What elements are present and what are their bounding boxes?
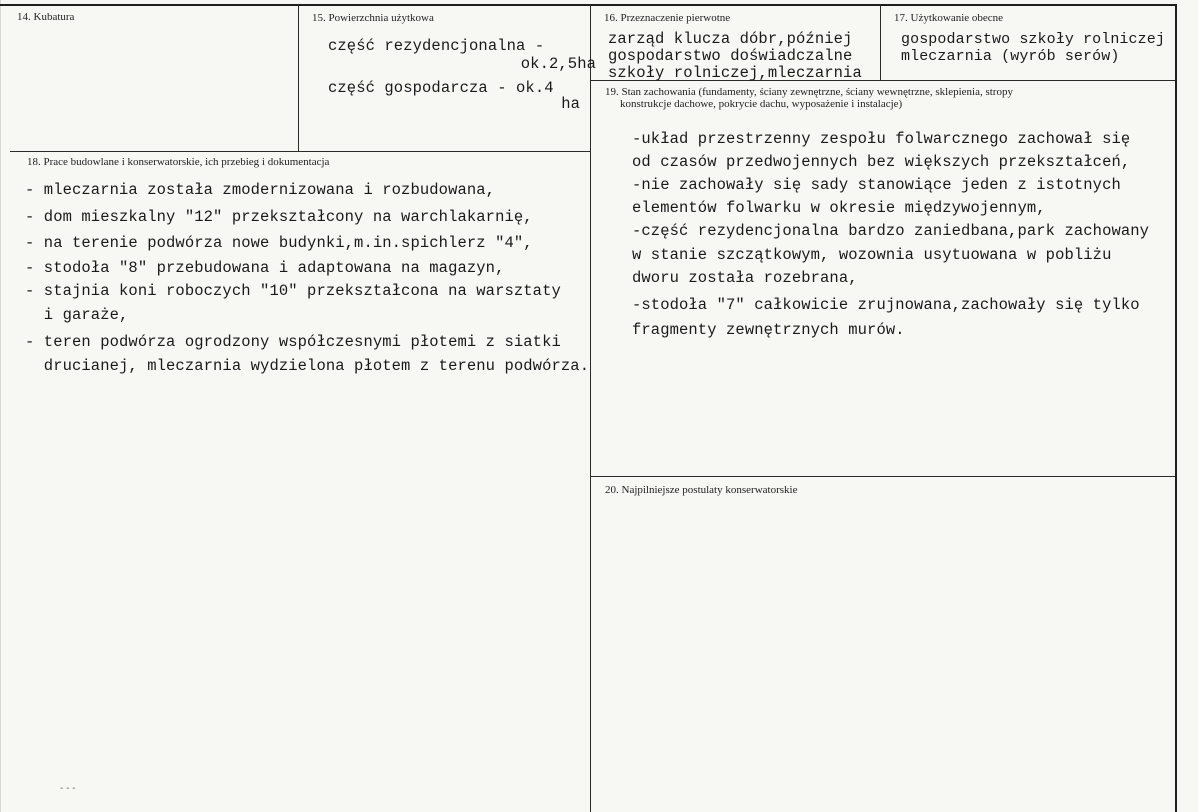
- divider-16-17: [880, 4, 881, 80]
- field-18-line-3: - na terenie podwórza nowe budynki,m.in.spichlerz "4",: [25, 234, 533, 252]
- scan-mark: - - -: [60, 783, 76, 794]
- field-19-line-6: w stanie szczątkowym, wozownia usytuowana w pobliżu: [632, 246, 1112, 264]
- field-18-line-5: - stajnia koni roboczych "10" przekształcona na warsztaty: [25, 282, 561, 300]
- row1-bottom-rule-left: [10, 151, 590, 152]
- field-16-line-1: zarząd klucza dóbr,później: [608, 30, 853, 48]
- field-18-line-1: - mleczarnia została zmodernizowana i rozbudowana,: [25, 181, 496, 199]
- field-19-line-1: -układ przestrzenny zespołu folwarcznego zachował się: [632, 130, 1131, 148]
- field-16-line-3: szkoły rolniczej,mleczarnia: [608, 64, 862, 82]
- row-19-bottom-rule: [590, 476, 1176, 477]
- field-18-line-7: - teren podwórza ogrodzony współczesnymi płotemi z siatki: [25, 333, 561, 351]
- field-18-label: 18. Prace budowlane i konserwatorskie, ich przebieg i dokumentacja: [27, 156, 330, 168]
- field-18-line-4: - stodoła "8" przebudowana i adaptowana na magazyn,: [25, 259, 505, 277]
- field-17-line-1: gospodarstwo szkoły rolniczej: [901, 31, 1165, 48]
- main-divider: [590, 4, 591, 812]
- field-15-line-1: część rezydencjonalna -: [328, 37, 545, 55]
- field-19-line-5: -część rezydencjonalna bardzo zaniedbana,park zachowany: [632, 222, 1150, 240]
- field-17-line-2: mleczarnia (wyrób serów): [901, 48, 1120, 65]
- field-19-line-2: od czasów przedwojennych bez większych przekształceń,: [632, 153, 1131, 171]
- field-16-label: 16. Przeznaczenie pierwotne: [604, 12, 731, 24]
- top-border: [0, 4, 1176, 6]
- field-19-label-2: konstrukcje dachowe, pokrycie dachu, wyposażenie i instalacje): [620, 98, 903, 110]
- field-17-label: 17. Użytkowanie obecne: [894, 12, 1004, 24]
- right-border: [1175, 4, 1177, 812]
- field-15-label: 15. Powierzchnia użytkowa: [312, 12, 434, 24]
- divider-14-15: [298, 4, 299, 151]
- field-14-label: 14. Kubatura: [17, 11, 75, 23]
- field-20-label: 20. Najpilniejsze postulaty konserwatorskie: [605, 484, 798, 496]
- field-19-line-3: -nie zachowały się sady stanowiące jeden z istotnych: [632, 176, 1121, 194]
- field-19-line-4: elementów folwarku w okresie międzywojennym,: [632, 199, 1046, 217]
- field-15-line-2: ok.2,5ha: [520, 55, 596, 73]
- field-19-line-8: -stodoła "7" całkowicie zrujnowana,zachowały się tylko: [632, 296, 1140, 314]
- field-19-line-9: fragmenty zewnętrznych murów.: [632, 321, 905, 339]
- scan-edge: [0, 0, 1, 812]
- field-19-line-7: dworu została rozebrana,: [632, 269, 858, 287]
- field-16-line-2: gospodarstwo doświadczalne: [608, 47, 853, 65]
- field-18-line-2: - dom mieszkalny "12" przekształcony na warchlakarnię,: [25, 208, 533, 226]
- field-18-line-6: i garaże,: [25, 306, 129, 324]
- field-18-line-8: drucianej, mleczarnia wydzielona płotem z terenu podwórza.: [25, 357, 590, 375]
- field-15-line-4: ha: [561, 95, 580, 113]
- field-19-label-1: 19. Stan zachowania (fundamenty, ściany zewnętrzne, ściany wewnętrzne, sklepienia, stropy: [605, 86, 1013, 98]
- field-15-line-3: część gospodarcza - ok.4: [328, 79, 554, 97]
